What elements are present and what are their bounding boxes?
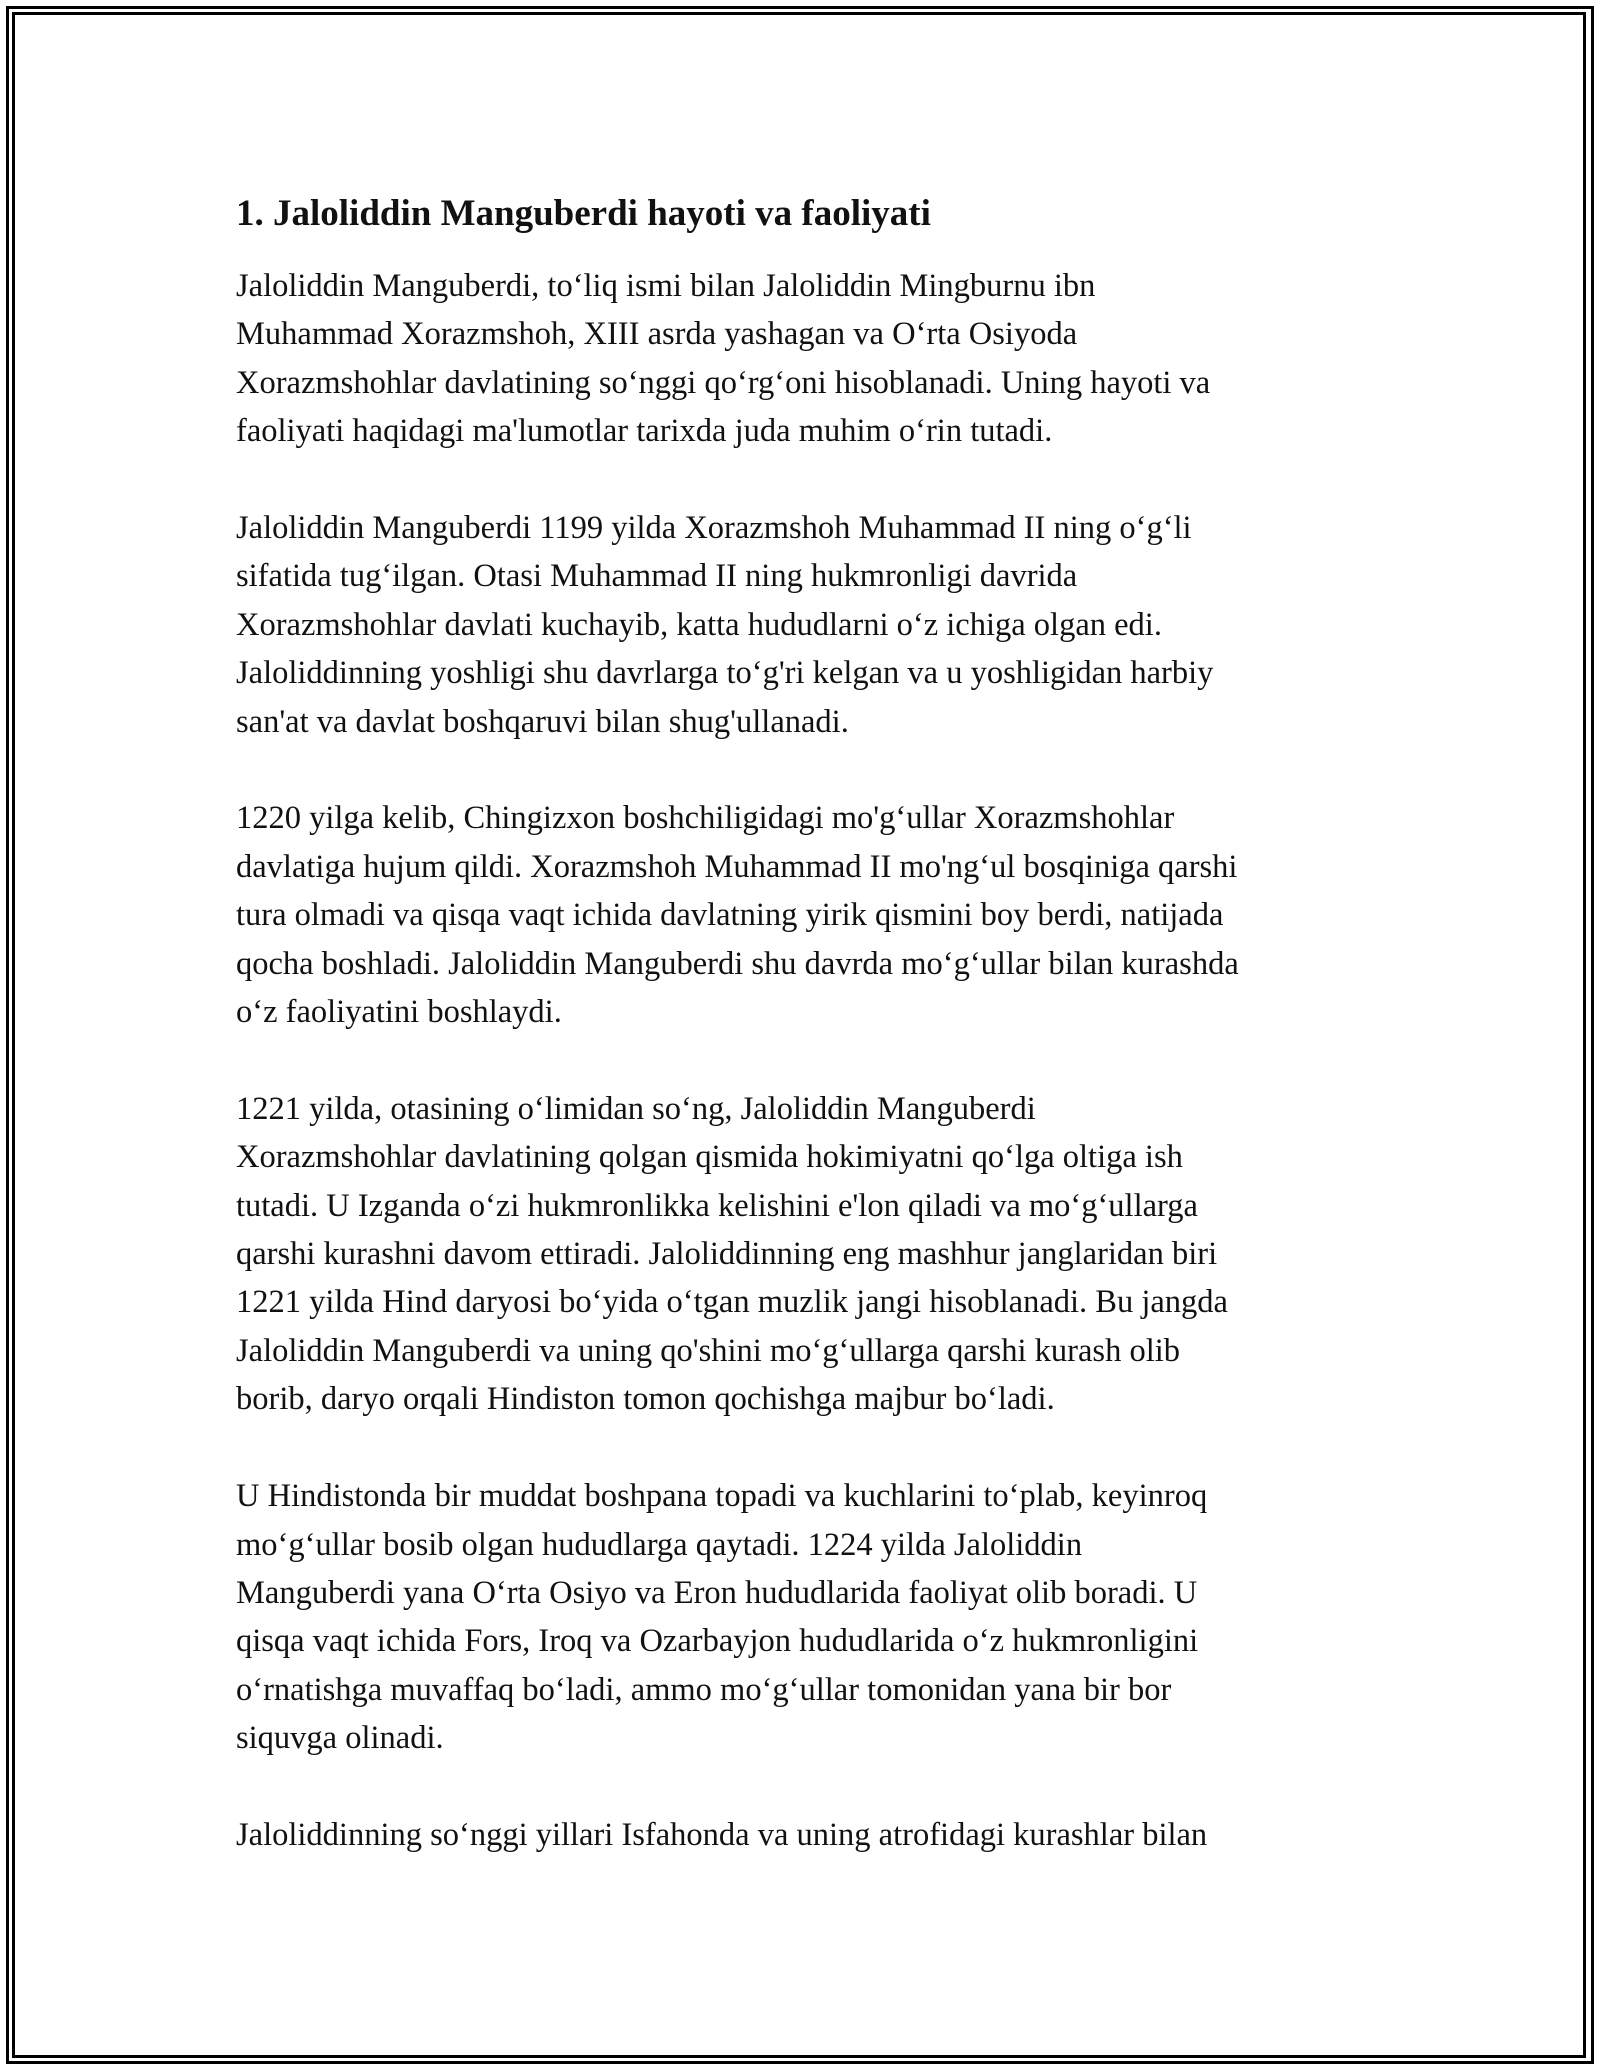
document-title: 1. Jaloliddin Manguberdi hayoti va faoliyati — [236, 193, 931, 234]
document-body — [236, 188, 1376, 1908]
text-line: faoliyati haqidagi ma'lumotlar tarixda juda muhim o‘rin tutadi. — [236, 413, 1053, 450]
paragraph-4 — [236, 1085, 1376, 1424]
paragraph-1 — [236, 262, 1376, 456]
text-line: Manguberdi yana O‘rta Osiyo va Eron hududlarida faoliyat olib boradi. U — [236, 1574, 1198, 1611]
text-line: Jaloliddin Manguberdi, to‘liq ismi bilan Jaloliddin Mingburnu ibn — [236, 268, 1096, 304]
text-line: sifatida tug‘ilgan. Otasi Muhammad II ning hukmronligi davrida — [236, 558, 1078, 595]
text-line: qocha boshladi. Jaloliddin Manguberdi shu davrda mo‘g‘ullar bilan kurashda — [236, 945, 1239, 982]
text-line: o‘rnatishga muvaffaq bo‘ladi, ammo mo‘g‘ullar tomonidan yana bir bor — [236, 1671, 1172, 1708]
text-line: qarshi kurashni davom ettiradi. Jaloliddinning eng mashhur janglaridan biri — [236, 1236, 1218, 1273]
text-line: o‘z faoliyatini boshlaydi. — [236, 994, 562, 1031]
text-line: tura olmadi va qisqa vaqt ichida davlatning yirik qismini boy berdi, natijada — [236, 897, 1224, 934]
text-line: Jaloliddinning so‘nggi yillari Isfahonda va uning atrofidagi kurashlar bilan — [236, 1816, 1208, 1853]
paragraph-3 — [236, 794, 1376, 1036]
text-line: davlatiga hujum qildi. Xorazmshoh Muhammad II mo'ng‘ul bosqiniga qarshi — [236, 848, 1238, 885]
paragraph-5 — [236, 1472, 1376, 1762]
text-line: Xorazmshohlar davlati kuchayib, katta hududlarni o‘z ichiga olgan edi. — [236, 606, 1162, 643]
text-line: Xorazmshohlar davlatining so‘nggi qo‘rg‘oni hisoblanadi. Uning hayoti va — [236, 364, 1211, 401]
paragraph-2 — [236, 504, 1376, 746]
text-line: 1221 yilda Hind daryosi bo‘yida o‘tgan muzlik jangi hisoblanadi. Bu jangda — [236, 1284, 1228, 1321]
text-line: 1221 yilda, otasining o‘limidan so‘ng, Jaloliddin Manguberdi — [236, 1090, 1036, 1127]
text-line: Muhammad Xorazmshoh, XIII asrda yashagan va O‘rta Osiyoda — [236, 316, 1078, 353]
paragraph-6 — [236, 1811, 1376, 1859]
text-line: U Hindistonda bir muddat boshpana topadi va kuchlarini to‘plab, keyinroq — [236, 1478, 1208, 1515]
text-line: Xorazmshohlar davlatining qolgan qismida hokimiyatni qo‘lga oltiga ish — [236, 1139, 1183, 1176]
text-line: qisqa vaqt ichida Fors, Iroq va Ozarbayjon hududlarida o‘z hukmronligini — [236, 1623, 1199, 1660]
text-line: Jaloliddin Manguberdi 1199 yilda Xorazmshoh Muhammad II ning o‘g‘li — [236, 510, 1192, 547]
text-line: san'at va davlat boshqaruvi bilan shug'ullanadi. — [236, 703, 849, 740]
text-line: mo‘g‘ullar bosib olgan hududlarga qaytadi. 1224 yilda Jaloliddin — [236, 1526, 1083, 1563]
text-line: borib, daryo orqali Hindiston tomon qochishga majbur bo‘ladi. — [236, 1381, 1055, 1418]
text-line: siquvga olinadi. — [236, 1720, 444, 1757]
text-line: Jaloliddinning yoshligi shu davrlarga to‘g'ri kelgan va u yoshligidan harbiy — [236, 655, 1214, 692]
text-line: tutadi. U Izganda o‘zi hukmronlikka kelishini e'lon qiladi va mo‘g‘ullarga — [236, 1187, 1198, 1224]
text-line: 1220 yilga kelib, Chingizxon boshchiligidagi mo'g‘ullar Xorazmshohlar — [236, 800, 1175, 837]
text-line: Jaloliddin Manguberdi va uning qo'shini mo‘g‘ullarga qarshi kurash olib — [236, 1332, 1181, 1369]
